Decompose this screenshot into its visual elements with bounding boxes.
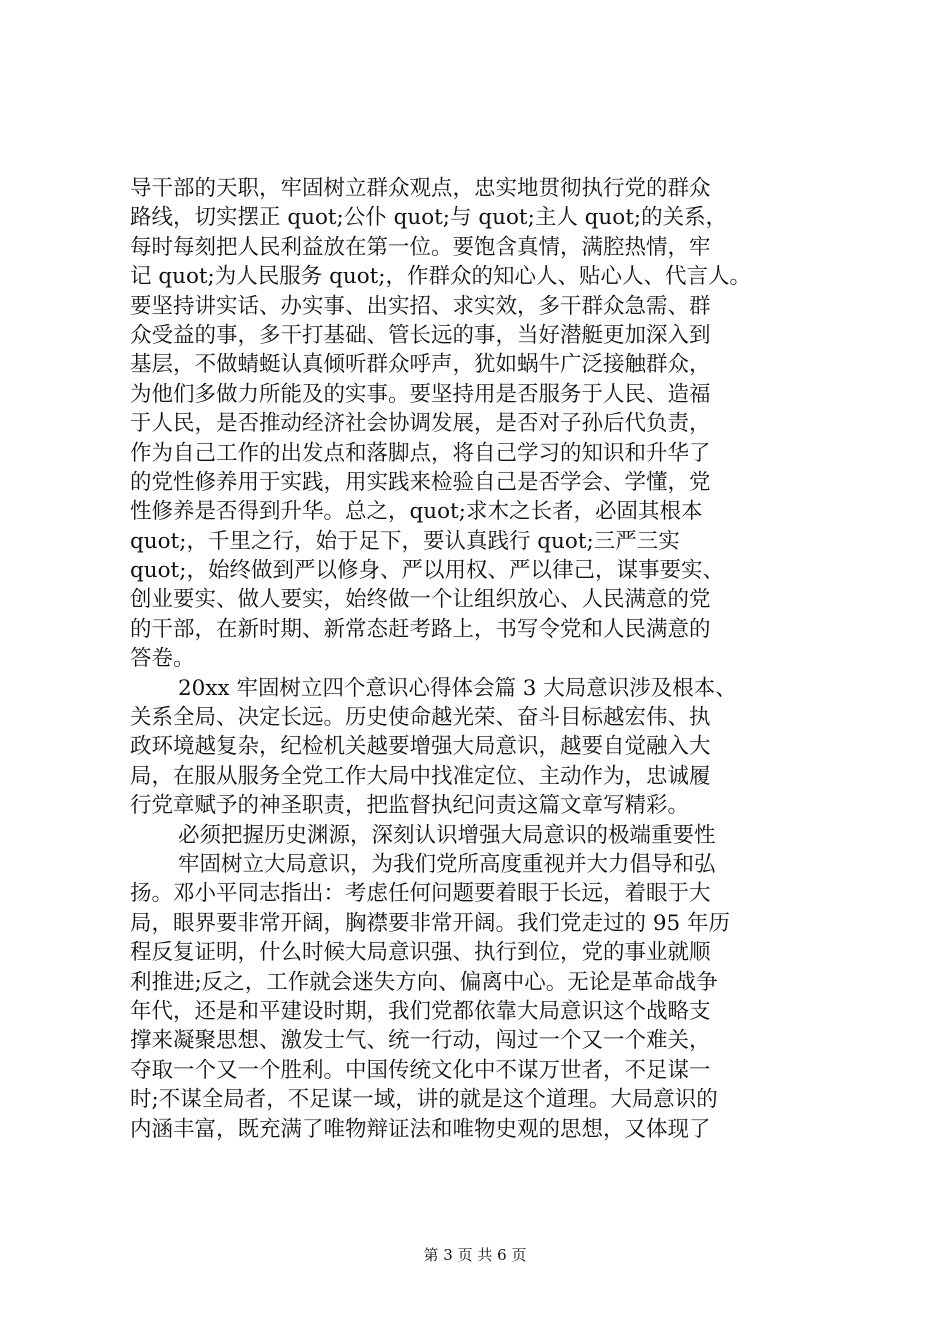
text-line: 撑来凝聚思想、激发士气、统一行动，闯过一个又一个难关， xyxy=(130,1028,711,1054)
text-line: 局，在服从服务全党工作大局中找准定位、主动作为，忠诚履 xyxy=(130,763,711,789)
text-line: 内涵丰富，既充满了唯物辩证法和唯物史观的思想，又体现了 xyxy=(130,1116,711,1142)
text-line: 行党章赋予的神圣职责，把监督执纪问责这篇文章写精彩。 xyxy=(130,793,690,819)
text-line: 创业要实、做人要实，始终做一个让组织放心、人民满意的党 xyxy=(130,587,711,613)
text-line: 的干部，在新时期、新常态赶考路上，书写令党和人民满意的 xyxy=(130,616,711,642)
document-body xyxy=(130,174,830,1144)
text-line: 答卷。 xyxy=(130,646,195,672)
text-line: 政环境越复杂，纪检机关越要增强大局意识，越要自觉融入大 xyxy=(130,734,711,760)
text-line: 的党性修养用于实践，用实践来检验自己是否学会、学懂，党 xyxy=(130,469,711,495)
text-line: 每时每刻把人民利益放在第一位。要饱含真情，满腔热情，牢 xyxy=(130,234,711,260)
text-line: 作为自己工作的出发点和落脚点，将自己学习的知识和升华了 xyxy=(130,440,711,466)
text-line: 要坚持讲实话、办实事、出实招、求实效，多干群众急需、群 xyxy=(130,293,711,319)
text-line: 路线，切实摆正 quot;公仆 quot;与 quot;主人 quot;的关系， xyxy=(130,205,728,231)
text-line: 记 quot;为人民服务 quot;，作群众的知心人、贴心人、代言人。 xyxy=(130,264,752,290)
text-line: 牢固树立大局意识，为我们党所高度重视并大力倡导和弘 xyxy=(178,851,716,877)
text-line: 关系全局、决定长远。历史使命越光荣、奋斗目标越宏伟、执 xyxy=(130,705,711,731)
text-line: 基层，不做蜻蜓认真倾听群众呼声，犹如蜗牛广泛接触群众， xyxy=(130,352,711,378)
text-line: 利推进;反之，工作就会迷失方向、偏离中心。无论是革命战争 xyxy=(130,969,718,995)
text-line: quot;，始终做到严以修身、严以用权、严以律己，谋事要实、 xyxy=(130,558,724,584)
text-line: 20xx 牢固树立四个意识心得体会篇 3 大局意识涉及根本、 xyxy=(178,675,737,701)
text-line: 局，眼界要非常开阔，胸襟要非常开阔。我们党走过的 95 年历 xyxy=(130,910,731,936)
text-line: 时;不谋全局者，不足谋一域，讲的就是这个道理。大局意识的 xyxy=(130,1087,718,1113)
text-line: 为他们多做力所能及的实事。要坚持用是否服务于人民、造福 xyxy=(130,381,711,407)
text-line: 众受益的事，多干打基础、管长远的事，当好潜艇更加深入到 xyxy=(130,322,711,348)
text-line: 性修养是否得到升华。总之，quot;求木之长者，必固其根本 xyxy=(130,499,703,525)
text-line: 导干部的天职，牢固树立群众观点，忠实地贯彻执行党的群众 xyxy=(130,176,711,201)
text-line: 于人民，是否推动经济社会协调发展，是否对子孙后代负责， xyxy=(130,411,711,437)
text-line: 程反复证明，什么时候大局意识强、执行到位，党的事业就顺 xyxy=(130,940,711,966)
section-heading: 必须把握历史渊源，深刻认识增强大局意识的极端重要性 xyxy=(178,822,716,848)
text-line: 年代，还是和平建设时期，我们党都依靠大局意识这个战略支 xyxy=(130,998,711,1024)
text-line: 夺取一个又一个胜利。中国传统文化中不谋万世者，不足谋一 xyxy=(130,1057,711,1083)
text-line: quot;，千里之行，始于足下，要认真践行 quot;三严三实 xyxy=(130,528,680,554)
text-line: 扬。邓小平同志指出：考虑任何问题要着眼于长远，着眼于大 xyxy=(130,881,711,907)
page-number: 第 3 页 共 6 页 xyxy=(423,1246,527,1264)
